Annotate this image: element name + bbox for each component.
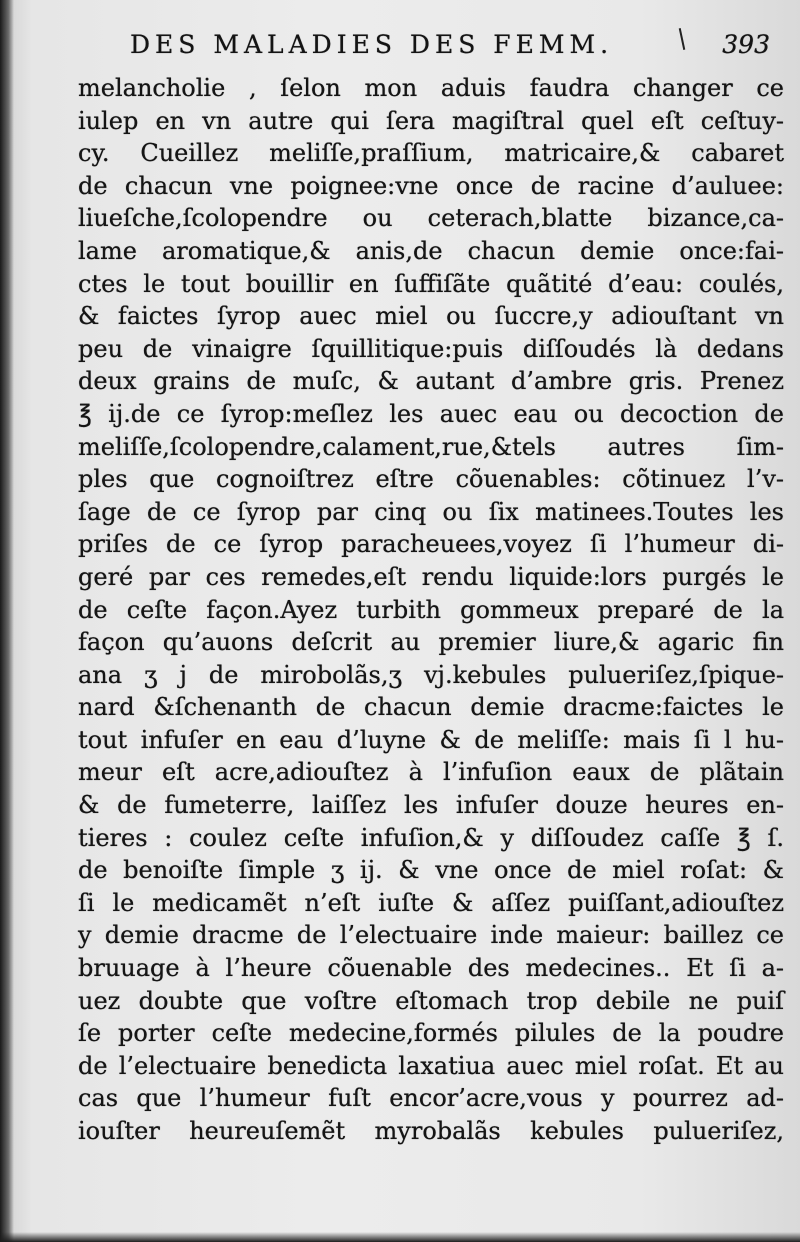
text-line: iulep en vn autre qui ſera magiſtral quel eſt ceſtuy- (78, 106, 784, 135)
gutter-shadow (0, 0, 14, 1242)
text-line: de l’electuaire benedicta laxatiua auec miel roſat. Et au (78, 1051, 784, 1080)
text-line: ana ʒ j de mirobolãs,ʒ vj.kebules pulueriſez,ſpique- (78, 660, 784, 689)
text-line: ples que cognoiſtrez eſtre cõuenables: cõtinuez l’v- (78, 465, 784, 494)
text-line: melancholie , ſelon mon aduis faudra changer ce (78, 74, 784, 102)
text-line: tieres : coulez ceſte infuſion,& y diſſoudez caſſe ℥ ſ. (78, 823, 784, 852)
text-line: liueſche,ſcolopendre ou ceterach,blatte bizance,ca- (78, 204, 784, 233)
ink-mark (679, 28, 686, 50)
text-line: & de fumeterre, laiſſez les infuſer douze heures en- (78, 791, 784, 820)
text-line: ſe porter ceſte medecine,formés pilules de la poudre (78, 1019, 784, 1048)
text-line: bruuage à l’heure cõuenable des medecines.. Et ſi a- (78, 954, 784, 983)
page-bottom-edge (0, 1232, 800, 1242)
text-line: ſi le medicamẽt n’eſt iuſte & aſſez puiſſant,adiouſtez (78, 888, 784, 917)
text-line: cy. Cueillez meliſſe,praſſium, matricaire,& cabaret (78, 139, 784, 168)
text-line: peu de vinaigre ſquillitique:puis diſſoudés là dedans (78, 334, 784, 363)
text-line: façon qu’auons deſcrit au premier liure,& agaric fin (78, 628, 784, 657)
text-line: lame aromatique,& anis,de chacun demie once:fai- (78, 236, 784, 265)
text-line: de chacun vne poignee:vne once de racine d’auluee: (78, 171, 784, 200)
running-title: DES MALADIES DES FEMM. (130, 30, 614, 59)
text-line: de benoiſte ſimple ʒ ij. & vne once de miel roſat: & (78, 856, 784, 885)
text-line: iouſter heureuſemẽt myrobalãs kebules pulueriſez, (78, 1117, 784, 1145)
text-line: ſage de ce ſyrop par cinq ou ſix matinees.Toutes les (78, 497, 784, 526)
text-line: geré par ces remedes,eſt rendu liquide:lors purgés le (78, 562, 784, 591)
text-line: nard &ſchenanth de chacun demie dracme:faictes le (78, 693, 784, 722)
text-line: ℥ ij.de ce ſyrop:meſlez les auec eau ou decoction de (78, 399, 784, 428)
text-line: uez doubte que voſtre eſtomach trop debile ne puiſ (78, 986, 784, 1015)
text-line: priſes de ce ſyrop paracheuees,voyez ſi l’humeur di- (78, 530, 784, 559)
text-line: tout infuſer en eau d’luyne & de meliſſe: mais ſi l hu- (78, 725, 784, 754)
page-header (130, 26, 770, 66)
text-line: deux grains de muſc, & autant d’ambre gris. Prenez (78, 367, 784, 396)
body-text (78, 72, 784, 1148)
text-line: de ceſte façon.Ayez turbith gommeux preparé de la (78, 595, 784, 624)
text-line: meliſſe,ſcolopendre,calament,rue,&tels autres ſim- (78, 432, 784, 461)
text-line: y demie dracme de l’electuaire inde maieur: baillez ce (78, 921, 784, 950)
text-line: & faictes ſyrop auec miel ou ſuccre,y adiouſtant vn (78, 302, 784, 331)
text-line: cas que l’humeur fuſt encor’acre,vous y pourrez ad- (78, 1084, 784, 1113)
text-line: ctes le tout bouillir en ſuffiſãte quãtité d’eau: coulés, (78, 269, 784, 298)
page-number: 393 (722, 30, 770, 59)
text-line: meur eſt acre,adiouſtez à l’infuſion eaux de plãtain (78, 758, 784, 787)
